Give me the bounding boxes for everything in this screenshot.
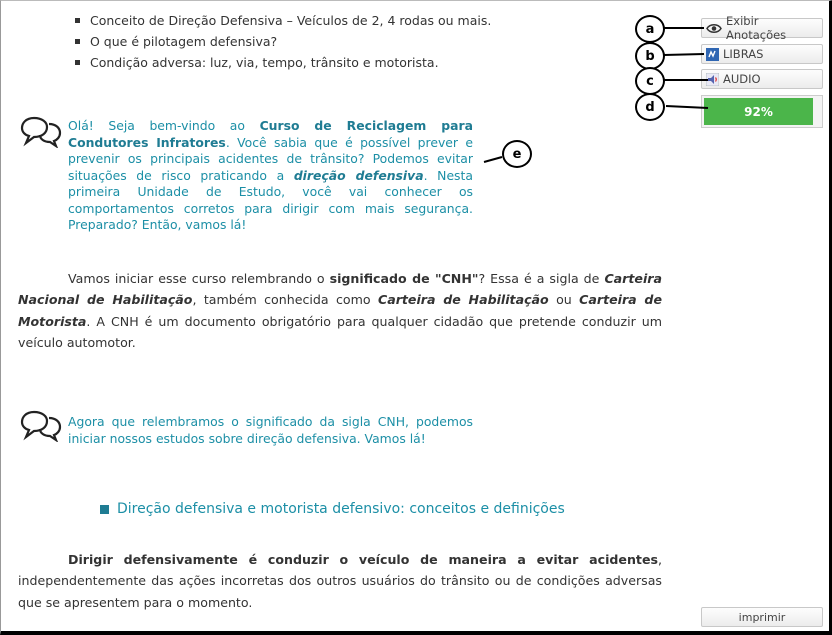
topic-list — [72, 10, 491, 73]
eye-icon — [706, 23, 722, 34]
paragraph-text: ou — [548, 292, 580, 308]
hands-icon — [706, 48, 719, 61]
callout-d: d — [635, 93, 665, 121]
callout-c: c — [635, 67, 665, 95]
speech-bubbles-icon — [20, 114, 62, 148]
welcome-text: . Nesta primeira Unidade de Estudo, você vai conhecer os comportamentos corretos para dirigir com mais segurança. Preparado? Então, vamos lá! — [68, 167, 473, 232]
square-bullet-icon — [100, 505, 109, 514]
list-item: Condição adversa: luz, via, tempo, trânsito e motorista. — [72, 52, 491, 73]
defensive-driving-term: direção defensiva — [293, 167, 424, 183]
section-title-text: Direção defensiva e motorista defensivo: conceitos e definições — [117, 501, 565, 517]
cnh-meaning: significado de "CNH" — [329, 271, 479, 286]
welcome-text: . Você sabia que é possível prever e prevenir os principais acidentes de trânsito? Podemos evitar situações de risco praticando a — [68, 134, 473, 183]
print-button[interactable]: imprimir — [701, 607, 823, 627]
progress-bar-container — [701, 95, 823, 128]
cnh-followup-message: Agora que relembramos o significado da sigla CNH, podemos iniciar nossos estudos sobre direção defensiva. Vamos lá! — [68, 414, 473, 446]
show-annotations-button[interactable] — [701, 14, 823, 42]
progress-label: 92% — [744, 104, 773, 119]
cnh-alt-name: Carteira de Habilitação — [377, 292, 549, 308]
section-title — [100, 501, 565, 517]
cnh-paragraph — [18, 268, 662, 353]
callout-b: b — [635, 42, 665, 70]
paragraph-text: ? Essa é a sigla de — [478, 271, 605, 286]
button-label: LIBRAS — [723, 47, 764, 61]
speaker-icon — [706, 73, 719, 86]
speech-bubbles-icon — [20, 408, 62, 442]
cnh-alt-name-2: Carteira de Motorista — [18, 292, 662, 329]
paragraph-text: . A CNH é um documento obrigatório para qualquer cidadão que pretende conduzir um veículo automotor. — [18, 313, 662, 350]
list-item: O que é pilotagem defensiva? — [72, 31, 491, 52]
welcome-message — [68, 118, 473, 234]
welcome-text: Olá! Seja bem-vindo ao — [68, 118, 260, 133]
definition-bold: Dirigir defensivamente é conduzir o veículo de maneira a evitar acidentes — [68, 552, 658, 567]
list-item: Conceito de Direção Defensiva – Veículos de 2, 4 rodas ou mais. — [72, 10, 491, 31]
course-name: Curso de Reciclagem para Condutores Infratores — [68, 118, 473, 150]
callout-a: a — [635, 15, 665, 43]
cnh-full-name: Carteira Nacional de Habilitação — [18, 271, 662, 308]
libras-button[interactable] — [701, 44, 823, 64]
paragraph-text: , independentemente das ações incorretas dos outros usuários do trânsito ou de condições adversas que se apresentem para o momento. — [18, 552, 662, 610]
paragraph-text: Vamos iniciar esse curso relembrando o — [68, 271, 330, 286]
paragraph-text: , também conhecida como — [192, 292, 378, 308]
button-label: AUDIO — [723, 72, 761, 86]
button-label: Exibir Anotações — [726, 14, 787, 42]
progress-bar — [704, 98, 813, 125]
definition-paragraph — [18, 549, 662, 613]
callout-e: e — [502, 140, 532, 168]
audio-button[interactable] — [701, 69, 823, 89]
